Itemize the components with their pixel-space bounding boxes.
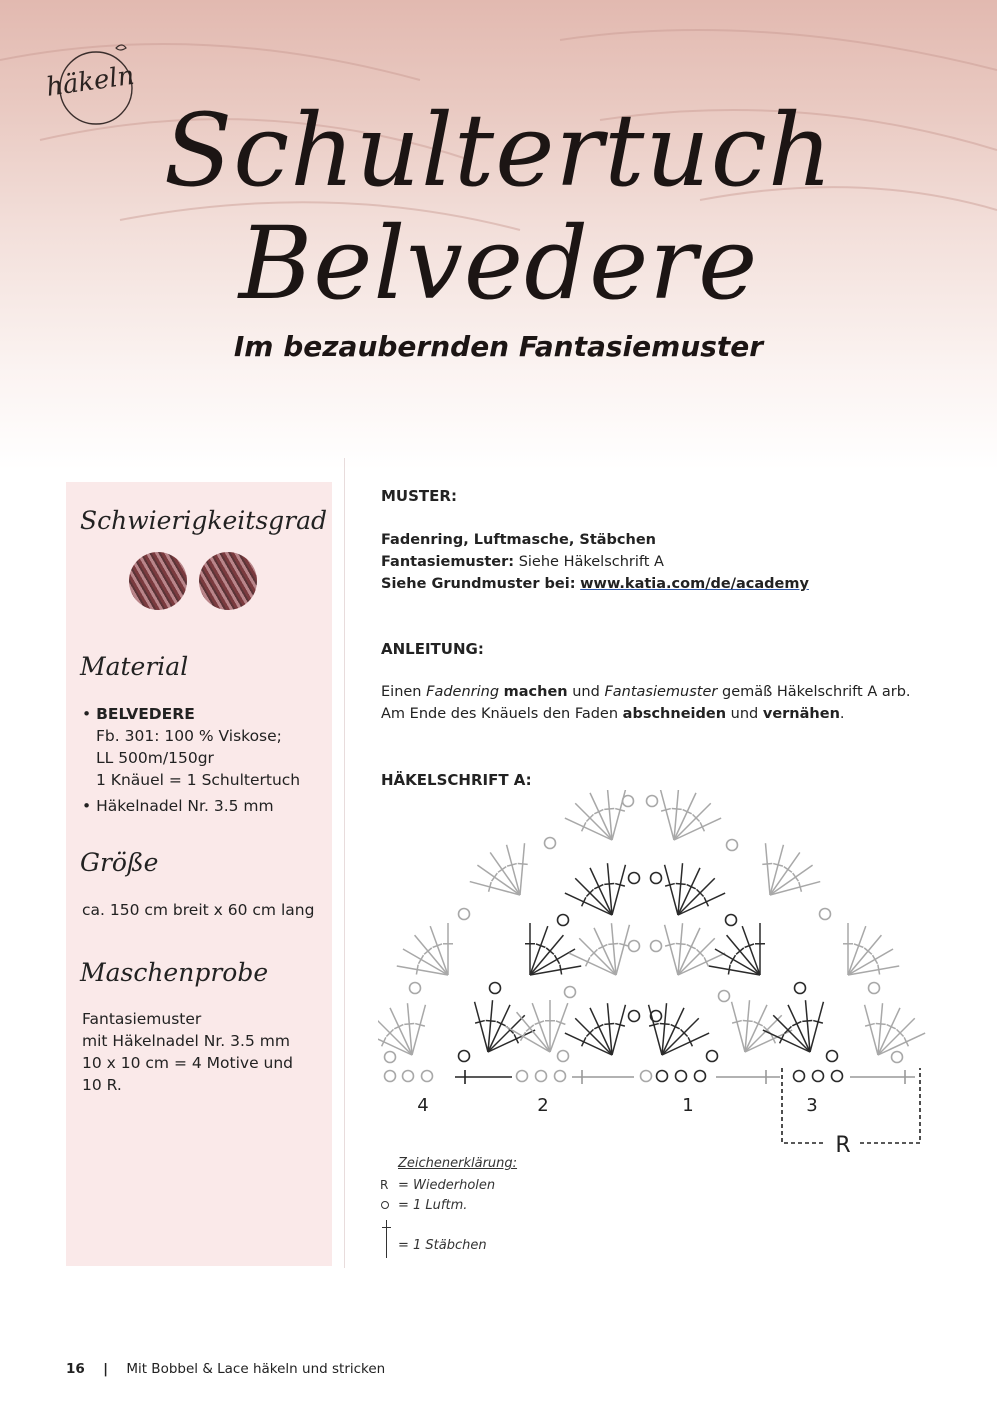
legend-repeat-text: = Wiederholen bbox=[398, 1178, 496, 1193]
anl-text: und bbox=[572, 684, 600, 700]
stitch-fan bbox=[715, 991, 798, 1066]
stitch-fan bbox=[504, 914, 589, 997]
gauge-line: 10 x 10 cm = 4 Motive und bbox=[82, 1054, 294, 1072]
row-label: 4 bbox=[417, 1095, 429, 1116]
anl-text: . bbox=[839, 706, 845, 722]
chain-stitch bbox=[657, 1071, 668, 1082]
chain-stitch bbox=[410, 983, 421, 994]
legend-title: Zeichenerklärung: bbox=[398, 1156, 518, 1171]
stitch-fan bbox=[389, 914, 474, 997]
chain-stitch bbox=[869, 983, 880, 994]
anleitung-text bbox=[381, 681, 911, 725]
material-heading: Material bbox=[80, 652, 189, 681]
chain-symbol-icon bbox=[381, 1201, 389, 1209]
chain-stitch bbox=[623, 796, 634, 807]
muster-heading: MUSTER: bbox=[381, 487, 457, 505]
stitch-fan bbox=[758, 991, 841, 1066]
chain-stitch bbox=[385, 1052, 396, 1063]
page-footer bbox=[66, 1361, 385, 1377]
chain-stitch bbox=[558, 1051, 569, 1062]
footer-title: Mit Bobbel & Lace häkeln und stricken bbox=[126, 1361, 386, 1377]
chain-stitch bbox=[794, 1071, 805, 1082]
repeat-label: R bbox=[835, 1133, 851, 1158]
stitch-fan bbox=[560, 854, 643, 929]
legend-chain-text: = 1 Luftm. bbox=[398, 1198, 468, 1213]
chain-stitch bbox=[459, 909, 470, 920]
page-title-line2: Belvedere bbox=[238, 205, 759, 322]
chain-stitch bbox=[629, 1011, 640, 1022]
material-detail: Fb. 301: 100 % Viskose; bbox=[96, 727, 282, 745]
size-text: ca. 150 cm breit x 60 cm lang bbox=[82, 901, 315, 919]
info-sidebar bbox=[66, 482, 332, 1266]
chart-heading: HÄKELSCHRIFT A: bbox=[381, 771, 532, 789]
chain-stitch bbox=[676, 1071, 687, 1082]
stitch-fan bbox=[701, 914, 786, 997]
stitch-fan bbox=[560, 994, 643, 1069]
chain-stitch bbox=[827, 1051, 838, 1062]
gauge-heading: Maschenprobe bbox=[80, 958, 269, 987]
gauge-line: Fantasiemuster bbox=[82, 1010, 202, 1028]
anl-text: Am Ende des Knäuels den Faden bbox=[381, 706, 619, 722]
chain-stitch bbox=[558, 915, 569, 926]
column-divider bbox=[344, 458, 345, 1268]
stitch-symbol-bar bbox=[382, 1227, 391, 1228]
crochet-chart bbox=[378, 790, 948, 1160]
chain-stitch bbox=[832, 1071, 843, 1082]
material-list: • BELVEDERE Fb. 301: 100 % Viskose; LL 500m/150gr 1 Knäuel = 1 Schultertuch • Häkelnadel Nr. 3.5 mm bbox=[82, 705, 301, 815]
chain-stitch bbox=[651, 873, 662, 884]
stitch-fan bbox=[463, 833, 548, 914]
chain-stitch bbox=[641, 1071, 652, 1082]
chain-stitch bbox=[403, 1071, 414, 1082]
stitch-fan bbox=[743, 833, 828, 914]
chain-stitch bbox=[517, 1071, 528, 1082]
material-detail: LL 500m/150gr bbox=[96, 749, 214, 767]
chain-stitch bbox=[695, 1071, 706, 1082]
gauge-line: 10 R. bbox=[82, 1076, 122, 1094]
stitch-fan bbox=[378, 994, 442, 1069]
anl-text: Fadenring bbox=[426, 684, 500, 700]
academy-link[interactable]: www.katia.com/de/academy bbox=[580, 576, 809, 592]
badge-label: häkeln bbox=[44, 60, 137, 103]
anl-text: gemäß Häkelschrift A arb. bbox=[721, 684, 911, 700]
chain-stitch bbox=[719, 991, 730, 1002]
anl-text: abschneiden bbox=[622, 706, 727, 722]
page-title-line1: Schultertuch bbox=[163, 92, 834, 209]
anl-text: und bbox=[730, 706, 759, 722]
stitch-fan bbox=[632, 994, 715, 1069]
anl-text: Einen bbox=[381, 684, 422, 700]
anl-text: Fantasiemuster bbox=[604, 684, 718, 700]
chain-stitch bbox=[647, 796, 658, 807]
chain-stitch bbox=[536, 1071, 547, 1082]
chain-stitch bbox=[545, 838, 556, 849]
stitch-fan bbox=[848, 994, 931, 1069]
stitch-symbol-icon bbox=[386, 1220, 387, 1258]
chain-stitch bbox=[707, 1051, 718, 1062]
anl-text: machen bbox=[503, 684, 568, 700]
row-label: 1 bbox=[682, 1095, 694, 1116]
chain-stitch bbox=[385, 1071, 396, 1082]
muster-text bbox=[381, 529, 809, 595]
stitch-fan bbox=[560, 790, 643, 854]
stitch-fan bbox=[648, 854, 731, 929]
chain-stitch bbox=[727, 840, 738, 851]
muster-basics-label: Siehe Grundmuster bei: bbox=[381, 576, 576, 592]
stitch-fan bbox=[644, 790, 727, 854]
chain-stitch bbox=[555, 1071, 566, 1082]
chain-stitch bbox=[629, 873, 640, 884]
chain-stitch bbox=[629, 941, 640, 952]
gauge-text bbox=[82, 1008, 293, 1096]
row-label: 3 bbox=[806, 1095, 818, 1116]
footer-separator: | bbox=[103, 1361, 109, 1377]
stitch-fan bbox=[822, 914, 907, 997]
chain-stitch bbox=[651, 941, 662, 952]
legend-repeat-symbol: R bbox=[380, 1178, 389, 1192]
chart-chains bbox=[385, 796, 903, 1082]
chain-stitch bbox=[459, 1051, 470, 1062]
chain-stitch bbox=[892, 1052, 903, 1063]
muster-pattern-text: Siehe Häkelschrift A bbox=[518, 554, 664, 570]
chain-stitch bbox=[726, 915, 737, 926]
muster-pattern-label: Fantasiemuster: bbox=[381, 554, 515, 570]
row-label: 2 bbox=[537, 1095, 549, 1116]
chain-stitch bbox=[490, 983, 501, 994]
material-detail: 1 Knäuel = 1 Schultertuch bbox=[96, 771, 301, 789]
size-heading: Größe bbox=[80, 848, 159, 877]
anl-text: vernähen bbox=[762, 706, 840, 722]
chart-fans bbox=[378, 790, 930, 1069]
legend-dc-text: = 1 Stäbchen bbox=[398, 1238, 487, 1253]
muster-stitches: Fadenring, Luftmasche, Stäbchen bbox=[381, 532, 657, 548]
difficulty-heading: Schwierigkeitsgrad bbox=[80, 506, 328, 535]
chain-stitch bbox=[422, 1071, 433, 1082]
material-item-needle: Häkelnadel Nr. 3.5 mm bbox=[96, 797, 274, 815]
chain-stitch bbox=[565, 987, 576, 998]
material-item-title: BELVEDERE bbox=[96, 705, 195, 723]
chain-stitch bbox=[813, 1071, 824, 1082]
chain-stitch bbox=[820, 909, 831, 920]
page-number: 16 bbox=[66, 1361, 85, 1377]
yarn-ball-icon bbox=[129, 552, 187, 610]
gauge-line: mit Häkelnadel Nr. 3.5 mm bbox=[82, 1032, 290, 1050]
page-subtitle: Im bezaubernden Fantasiemuster bbox=[233, 330, 764, 363]
chain-stitch bbox=[795, 983, 806, 994]
yarn-ball-icon bbox=[199, 552, 257, 610]
anleitung-heading: ANLEITUNG: bbox=[381, 640, 484, 658]
